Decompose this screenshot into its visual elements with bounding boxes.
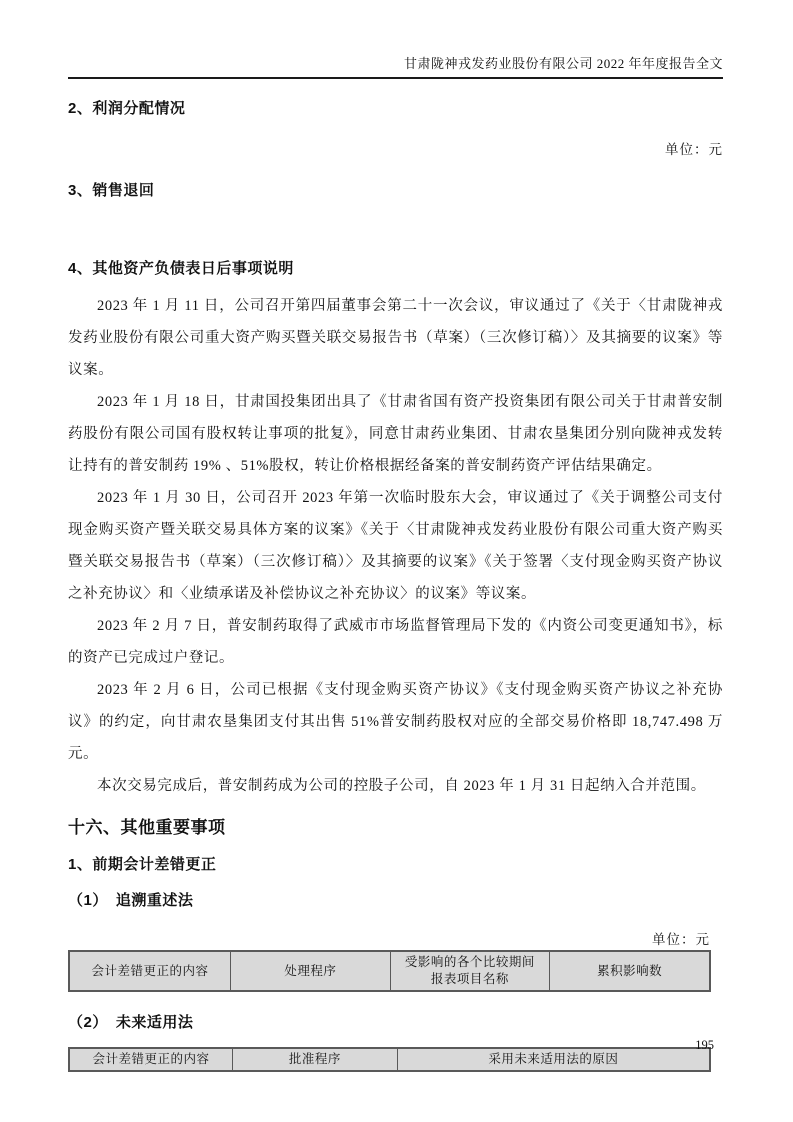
table-header-row — [69, 1048, 710, 1071]
heading-other-important-matters: 十六、其他重要事项 — [68, 818, 226, 837]
unit-label-retrospective-table: 单位：元 — [652, 932, 710, 947]
heading-prior-period-error-correction: 1、前期会计差错更正 — [68, 856, 217, 873]
paragraph: 2023 年 1 月 18 日，甘肃国投集团出具了《甘肃省国有资产投资集团有限公司关于甘肃普安制药股份有限公司国有股权转让事项的批复》，同意甘肃药业集团、甘肃农垦集团分别向陇神戎发转让持有的普安制药 19% 、51%股权，转让价格根据经备案的普安制药资产评估结果确定。 — [68, 394, 723, 474]
post-balance-sheet-events-body — [68, 290, 723, 802]
table-header-cell: 受影响的各个比较期间报表项目名称 — [390, 951, 550, 991]
page-header — [68, 56, 723, 79]
paragraph: 2023 年 1 月 11 日，公司召开第四届董事会第二十一次会议，审议通过了《关于〈甘肃陇神戎发药业股份有限公司重大资产购买暨关联交易报告书（草案）（三次修订稿）〉及其摘要的议案》等议案。 — [68, 298, 723, 378]
table-header-cell: 会计差错更正的内容 — [69, 1048, 232, 1071]
table-header-cell: 批准程序 — [232, 1048, 397, 1071]
heading-post-balance-sheet-events: 4、其他资产负债表日后事项说明 — [68, 260, 294, 277]
table-header-cell: 处理程序 — [231, 951, 391, 991]
prospective-application-table — [68, 1047, 711, 1072]
page-number: 195 — [695, 1038, 714, 1052]
table-header-cell: 累积影响数 — [550, 951, 710, 991]
table-header-cell: 会计差错更正的内容 — [69, 951, 231, 991]
heading-prospective-application: （2） 未来适用法 — [68, 1014, 194, 1031]
paragraph: 本次交易完成后，普安制药成为公司的控股子公司，自 2023 年 1 月 31 日起纳入合并范围。 — [97, 778, 706, 794]
heading-retrospective-restatement: （1） 追溯重述法 — [68, 892, 194, 909]
table-header-cell: 采用未来适用法的原因 — [397, 1048, 710, 1071]
page-header-title: 甘肃陇神戎发药业股份有限公司 2022 年年度报告全文 — [403, 56, 723, 71]
unit-label-profit-distribution: 单位：元 — [665, 142, 723, 157]
paragraph: 2023 年 1 月 30 日，公司召开 2023 年第一次临时股东大会，审议通过了《关于调整公司支付现金购买资产暨关联交易具体方案的议案》《关于〈甘肃陇神戎发药业股份有限公司重大资产购买暨关联交易报告书（草案）（三次修订稿）〉及其摘要的议案》《关于签署〈支付现金购买资产协议之补充协议〉和〈业绩承诺及补偿协议之补充协议〉的议案》等议案。 — [68, 490, 723, 602]
table-header-row — [69, 951, 710, 991]
heading-profit-distribution: 2、利润分配情况 — [68, 100, 186, 117]
paragraph: 2023 年 2 月 7 日，普安制药取得了武威市市场监督管理局下发的《内资公司变更通知书》，标的资产已完成过户登记。 — [68, 618, 723, 666]
paragraph: 2023 年 2 月 6 日，公司已根据《支付现金购买资产协议》《支付现金购买资产协议之补充协议》的约定，向甘肃农垦集团支付其出售 51%普安制药股权对应的全部交易价格即 18,747.498 万元。 — [68, 682, 723, 762]
heading-sales-returns: 3、销售退回 — [68, 182, 155, 199]
retrospective-restatement-table — [68, 950, 711, 992]
